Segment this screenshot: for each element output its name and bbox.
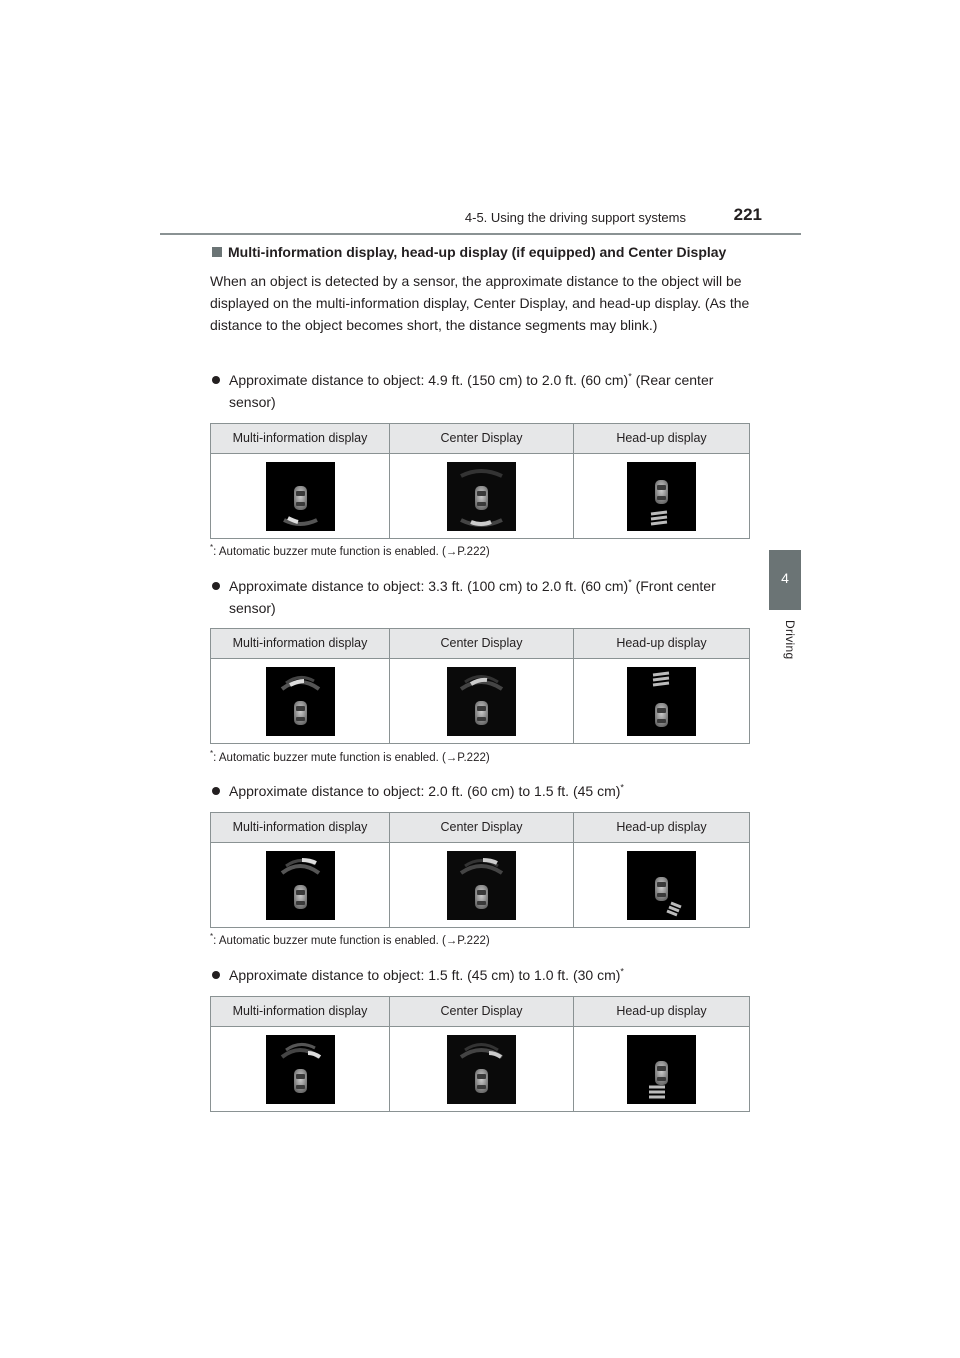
footnote-marker: * [210,543,214,553]
bullet-item [212,964,752,986]
bullet-dot-icon [212,582,220,590]
footnote-marker: * [620,782,624,793]
footnote [210,749,490,764]
chapter-label: Driving [783,620,797,660]
display-table [210,423,750,539]
footnote-marker: * [620,966,624,977]
display-table [210,996,750,1112]
header-rule [160,233,801,235]
col-header-multi-info: Multi-information display [211,629,390,658]
footnote-marker: * [210,932,214,942]
col-header-head-up: Head-up display [616,1004,707,1018]
bullet-text: Approximate distance to object: 2.0 ft. (60 cm) to 1.5 ft. (45 cm) [229,783,621,799]
bullet-dot-icon [212,376,220,384]
footnote-marker: * [628,577,632,588]
page-number: 221 [733,205,762,224]
col-header-center-display: Center Display [390,629,574,658]
footnote-text: : Automatic buzzer mute function is enabled. (→P.222) [213,546,490,558]
head-up-display-image [627,1035,696,1104]
display-table [210,812,750,928]
multi-info-display-image [266,1035,335,1104]
col-header-multi-info: Multi-information display [211,424,390,453]
header-title: 4-5. Using the driving support systems [464,210,686,225]
col-header-head-up: Head-up display [616,431,707,445]
col-header-head-up: Head-up display [616,636,707,650]
head-up-display-image [627,667,696,736]
col-header-multi-info: Multi-information display [211,997,390,1026]
center-display-image [447,1035,516,1104]
bullet-dot-icon [212,787,220,795]
bullet-item [212,369,752,413]
bullet-dot-icon [212,971,220,979]
intro-paragraph: When an object is detected by a sensor, the approximate distance to the object will be displayed on the multi-information display, Center Display, and head-up display. (As the distance to the object becomes short, the distance segments may blink.) [210,273,750,334]
heading-text: Multi-information display, head-up display (if equipped) and Center Display [228,244,727,260]
center-display-image [447,667,516,736]
display-table [210,628,750,744]
footnote-marker: * [210,749,214,759]
multi-info-display-image [266,851,335,920]
center-display-image [447,851,516,920]
bullet-text-suffix: (Front center sensor) [229,578,716,616]
bullet-text: Approximate distance to object: 1.5 ft. (45 cm) to 1.0 ft. (30 cm) [229,967,621,983]
bullet-item [212,780,752,802]
footnote-marker: * [628,371,632,382]
head-up-display-image [627,851,696,920]
center-display-image [447,462,516,531]
footnote-text: : Automatic buzzer mute function is enabled. (→P.222) [213,935,490,947]
multi-info-display-image [266,462,335,531]
bullet-text: Approximate distance to object: 4.9 ft. (150 cm) to 2.0 ft. (60 cm) [229,372,629,388]
section-heading [212,244,726,260]
bullet-text: Approximate distance to object: 3.3 ft. (100 cm) to 2.0 ft. (60 cm) [229,578,629,594]
bullet-item [212,575,752,619]
chapter-number: 4 [781,570,789,586]
multi-info-display-image [266,667,335,736]
footnote [210,543,490,558]
head-up-display-image [627,462,696,531]
footnote-text: : Automatic buzzer mute function is enabled. (→P.222) [213,752,490,764]
col-header-head-up: Head-up display [616,820,707,834]
footnote [210,932,490,947]
bullet-text-suffix: (Rear center sensor) [229,372,714,410]
col-header-multi-info: Multi-information display [211,813,390,842]
col-header-center-display: Center Display [390,813,574,842]
heading-square-icon [212,247,222,257]
col-header-center-display: Center Display [390,997,574,1026]
col-header-center-display: Center Display [390,424,574,453]
